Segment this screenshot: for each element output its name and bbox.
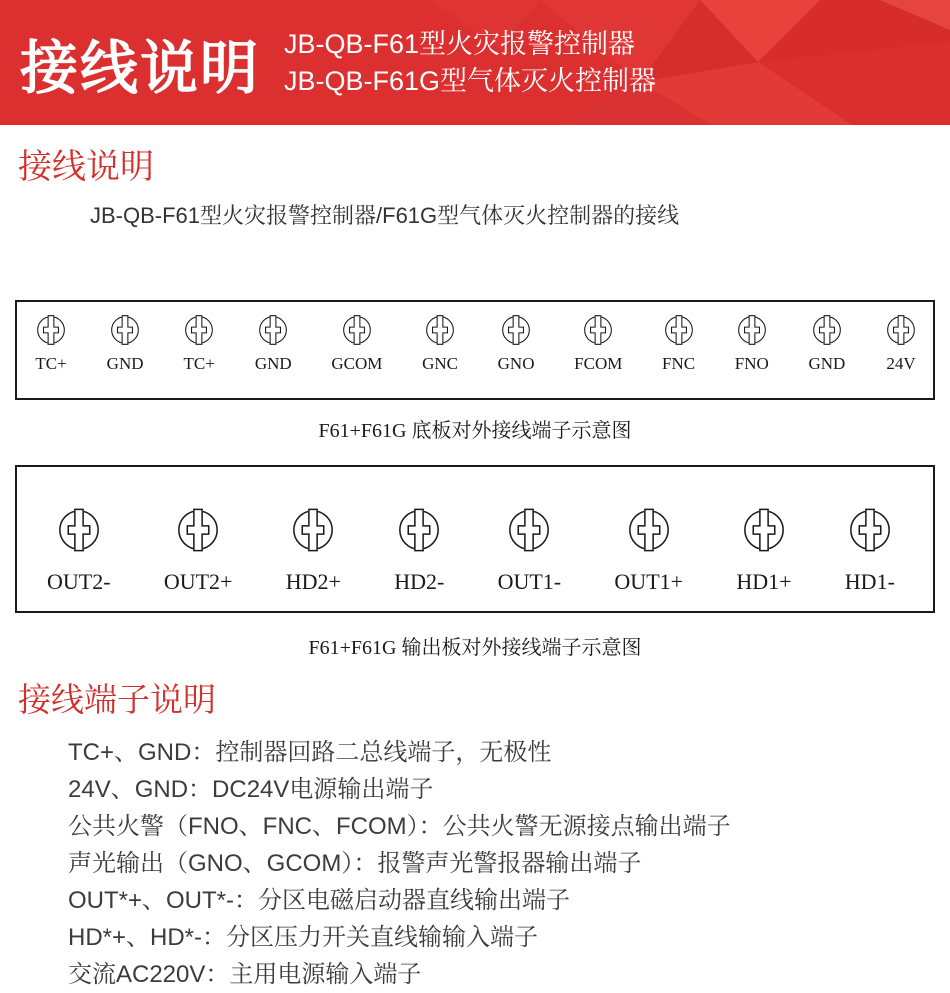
banner-subtitle-line1: JB-QB-F61型火灾报警控制器 <box>284 28 636 59</box>
terminal-label: GND <box>106 354 144 373</box>
terminal-label: OUT1+ <box>614 569 684 594</box>
screw-terminal-icon <box>506 507 552 553</box>
terminal-label: HD1+ <box>736 569 792 594</box>
banner-subtitle <box>284 26 656 100</box>
terminal <box>331 314 382 398</box>
screw-terminal-icon <box>290 507 336 553</box>
screw-terminal-icon <box>500 314 532 346</box>
screw-terminal-icon <box>885 314 917 346</box>
terminal <box>47 507 111 611</box>
outputboard-terminal-diagram <box>15 465 935 613</box>
terminal <box>286 507 341 611</box>
list-item: 公共火警（FNO、FNC、FCOM）：公共火警无源接点输出端子 <box>68 813 731 840</box>
screw-terminal-icon <box>847 507 893 553</box>
terminal-label: FCOM <box>574 354 623 373</box>
terminal <box>183 314 215 398</box>
screw-terminal-icon <box>736 314 768 346</box>
screw-terminal-icon <box>626 507 672 553</box>
screw-terminal-icon <box>424 314 456 346</box>
screw-terminal-icon <box>741 507 787 553</box>
terminal <box>574 314 622 398</box>
terminal-label: TC+ <box>183 354 215 373</box>
terminal <box>845 507 895 611</box>
terminal <box>35 314 67 398</box>
terminal <box>498 507 562 611</box>
terminal <box>107 314 144 398</box>
baseboard-terminal-diagram <box>15 300 935 400</box>
wiring-section-heading: 接线说明 <box>18 148 154 186</box>
terminal-description-list <box>68 734 950 993</box>
screw-terminal-icon <box>56 507 102 553</box>
banner-subtitle-line2: JB-QB-F61G型气体灭火控制器 <box>284 65 657 96</box>
terminal <box>885 314 917 398</box>
screw-terminal-icon <box>582 314 614 346</box>
outputboard-diagram-caption: F61+F61G 输出板对外接线端子示意图 <box>308 637 642 659</box>
header-banner <box>0 0 950 125</box>
list-item: 声光输出（GNO、GCOM）：报警声光警报器输出端子 <box>68 850 642 877</box>
screw-terminal-icon <box>109 314 141 346</box>
terminal <box>735 314 769 398</box>
screw-terminal-icon <box>257 314 289 346</box>
screw-terminal-icon <box>183 314 215 346</box>
banner-title: 接线说明 <box>20 35 261 101</box>
terminal-label: OUT2- <box>47 569 111 594</box>
list-item: TC+、GND：控制器回路二总线端子，无极性 <box>68 739 552 766</box>
terminal <box>422 314 458 398</box>
baseboard-diagram-caption: F61+F61G 底板对外接线端子示意图 <box>318 420 632 442</box>
wiring-intro-text: JB-QB-F61型火灾报警控制器/F61G型气体灭火控制器的接线 <box>90 203 680 228</box>
terminal-label: FNO <box>734 354 769 373</box>
terminal-label: HD2+ <box>285 569 341 594</box>
terminal-label: HD1- <box>844 569 895 594</box>
terminal <box>394 507 444 611</box>
terminal <box>164 507 233 611</box>
terminal-label: GCOM <box>331 354 383 373</box>
screw-terminal-icon <box>663 314 695 346</box>
terminal <box>662 314 695 398</box>
screw-terminal-icon <box>35 314 67 346</box>
screw-terminal-icon <box>396 507 442 553</box>
terminal-label: TC+ <box>35 354 67 373</box>
terminal-label: OUT1- <box>497 569 562 594</box>
list-item: OUT*+、OUT*-：分区电磁启动器直线输出端子 <box>68 887 571 914</box>
screw-terminal-icon <box>811 314 843 346</box>
terminal <box>255 314 292 398</box>
terminal-label: FNC <box>662 354 696 373</box>
terminal-label: OUT2+ <box>163 569 233 594</box>
terminal <box>808 314 845 398</box>
banner-content <box>0 0 950 125</box>
terminal-label: GND <box>808 354 846 373</box>
terminal <box>498 314 535 398</box>
terminal-label: GNO <box>497 354 535 373</box>
terminal <box>736 507 791 611</box>
screw-terminal-icon <box>175 507 221 553</box>
terminal-label: GND <box>254 354 292 373</box>
terminal <box>614 507 683 611</box>
terminal-label: HD2- <box>394 569 445 594</box>
list-item: 24V、GND：DC24V电源输出端子 <box>68 776 434 803</box>
terminal-label: 24V <box>886 354 916 373</box>
screw-terminal-icon <box>341 314 373 346</box>
terminal-description-heading: 接线端子说明 <box>18 681 216 718</box>
list-item: HD*+、HD*-：分区压力开关直线输输入端子 <box>68 924 539 951</box>
terminal-label: GNC <box>422 354 458 373</box>
list-item: 交流AC220V：主用电源输入端子 <box>68 961 422 988</box>
